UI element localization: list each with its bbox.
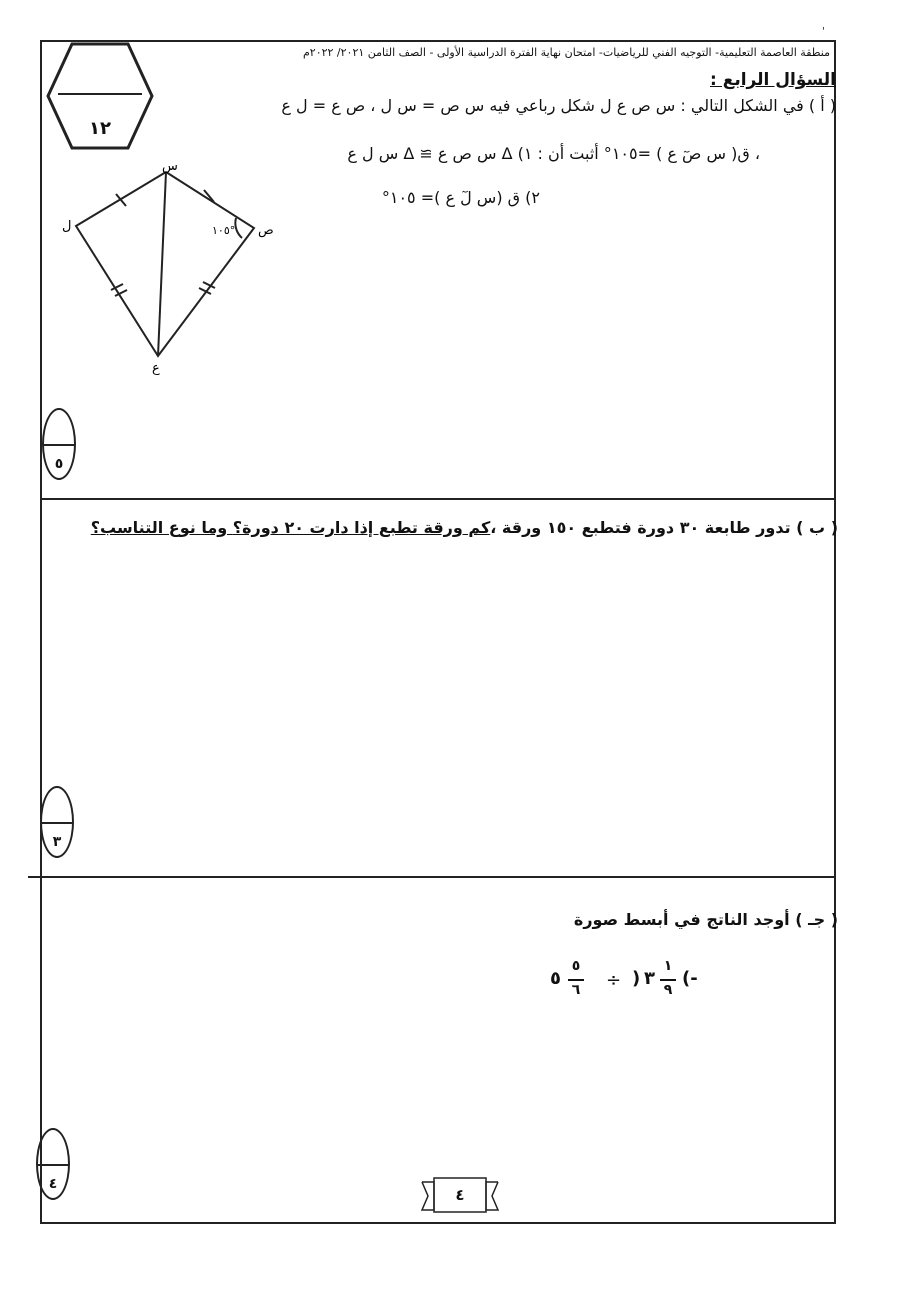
open-paren: (- (682, 968, 698, 989)
whole-number-2: ٥ (550, 968, 561, 989)
division-expression (546, 958, 716, 1012)
denominator-1: ٩ (663, 982, 673, 998)
fraction-bar-1 (660, 979, 676, 981)
angle-label: ١٠٥° (212, 224, 236, 237)
close-paren: ) (632, 968, 641, 989)
vertex-top-label: س (162, 160, 178, 174)
part-b-question-end: وما نوع التناسب؟ (90, 518, 233, 537)
part-b-question-mid: كم ورقة تطبع إذا دارت ٢٠ دورة؟ (232, 518, 491, 537)
mark-oval-b (40, 786, 74, 858)
part-b-question (91, 518, 838, 537)
page-header: منطقة العاصمة التعليمية- التوجيه الفني للرياضيات- امتحان نهاية الفترة الدراسية الأولى - الصف الثامن ٢٠٢١/ ٢٠٢٢م (302, 46, 830, 59)
vertex-right-label: ص (258, 223, 274, 238)
page-number: ٤ (455, 1186, 465, 1204)
part-c-question: ( جـ ) أوجد الناتج في أبسط صورة (573, 910, 838, 929)
denominator-2: ٦ (571, 982, 581, 998)
kite-figure (56, 160, 296, 380)
division-operator: ÷ (606, 970, 622, 991)
mark-oval-a (42, 408, 76, 480)
total-mark: ١٢ (89, 118, 111, 139)
whole-number-1: ٣ (644, 968, 655, 989)
part-a-statement: ( أ ) في الشكل التالي : س ص ع ل شكل رباعي فيه س ص = س ل ، ص ع = ل ع (281, 96, 836, 115)
question-title: السؤال الرابع : (710, 70, 836, 90)
corner-mark: ' (822, 26, 825, 37)
total-mark-hexagon (44, 40, 156, 152)
page-number-banner (420, 1176, 500, 1216)
angle-arc (235, 218, 242, 238)
mark-b-value: ٣ (52, 834, 62, 850)
divider-b-c (28, 876, 836, 878)
vertex-left-label: ل (62, 219, 72, 234)
part-b-text: ( ب ) تدور طابعة ٣٠ دورة فتطبع ١٥٠ ورقة ، (490, 518, 838, 537)
diagonal-line (158, 172, 166, 356)
numerator-1: ١ (663, 958, 673, 974)
mark-a-value: ٥ (54, 456, 64, 472)
fraction-bar-2 (568, 979, 584, 981)
mark-oval-c (36, 1128, 70, 1200)
part-a-prove-1: ، ق( س صٓ ع ) =١٠٥° أثبت أن : ١) Δ س ص ع ≅ Δ س ل ع (347, 144, 760, 163)
part-a-prove-2: ٢) ق (س لٓ ع )= ١٠٥° (381, 188, 540, 207)
numerator-2: ٥ (571, 958, 581, 974)
divider-a-b (40, 498, 836, 500)
mark-c-value: ٤ (48, 1176, 58, 1192)
vertex-bottom-label: ع (152, 361, 160, 376)
